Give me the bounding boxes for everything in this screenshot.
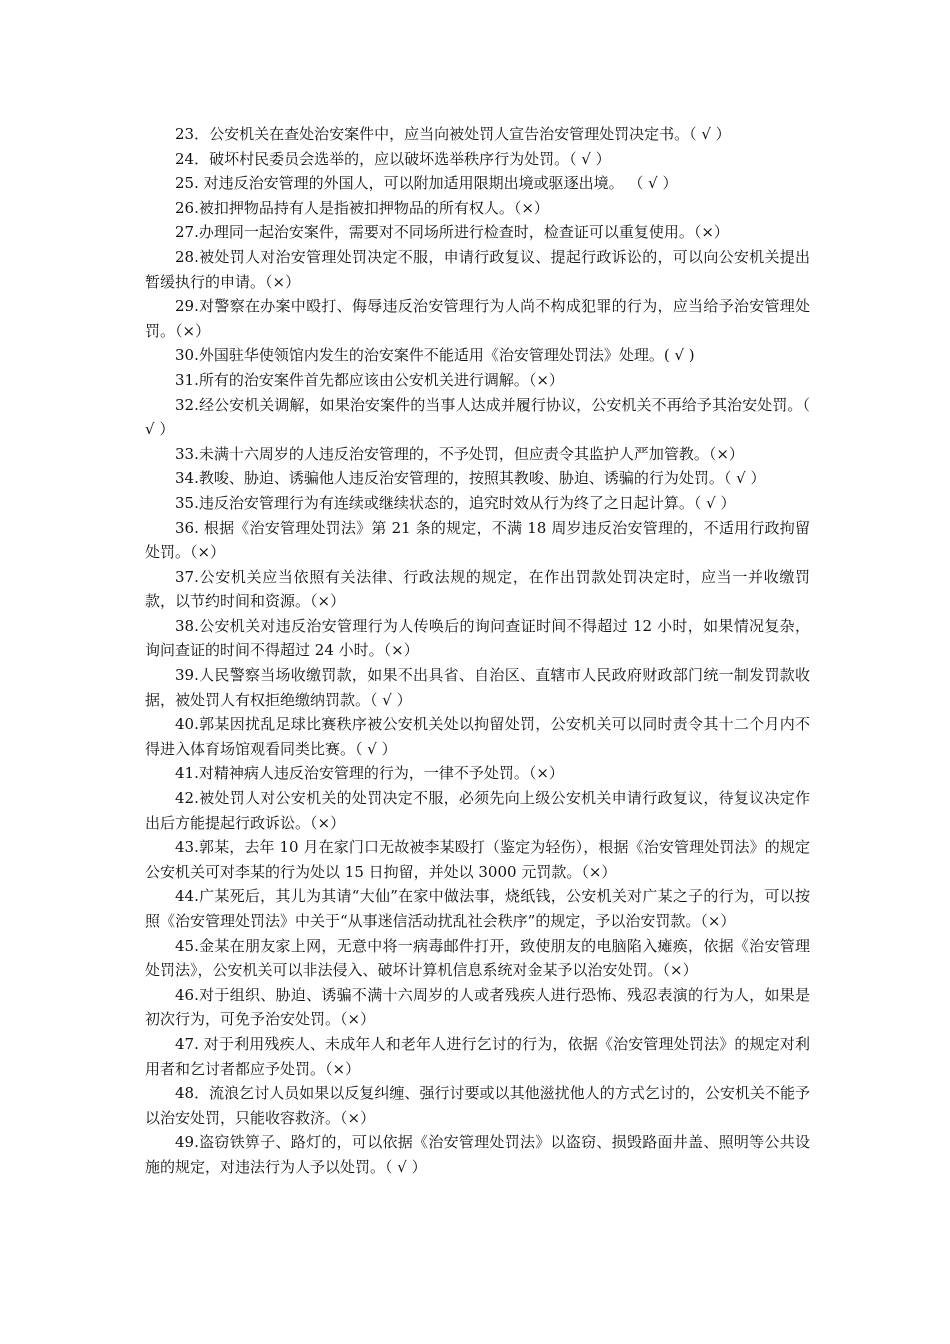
- question-32: 32.经公安机关调解，如果治安案件的当事人达成并履行协议，公安机关不再给予其治安处罚。（ √ ）: [145, 395, 810, 439]
- question-47: 47. 对于利用残疾人、未成年人和老年人进行乞讨的行为，依据《治安管理处罚法》的规定对利用者和乞讨者都应予处罚。（×）: [145, 1034, 810, 1078]
- question-48: 48．流浪乞讨人员如果以反复纠缠、强行讨要或以其他滋扰他人的方式乞讨的，公安机关不能予以治安处罚，只能收容救济。（×）: [145, 1084, 810, 1127]
- question-27: 27.办理同一起治安案件，需要对不同场所进行检查时，检查证可以重复使用。（×）: [175, 223, 729, 242]
- question-44: 44.广某死后，其儿为其请“大仙”在家中做法事，烧纸钱，公安机关对广某之子的行为，可以按照《治安管理处罚法》中关于“从事迷信活动扰乱社会秩序”的规定，予以治安罚款。（×）: [145, 887, 810, 930]
- question-37: 37.公安机关应当依照有关法律、行政法规的规定，在作出罚款处罚决定时，应当一并收缴罚款，以节约时间和资源。（×）: [145, 567, 810, 611]
- document-body: [145, 122, 810, 1180]
- question-42: 42.被处罚人对公安机关的处罚决定不服，必须先向上级公安机关申请行政复议，待复议决定作出后方能提起行政诉讼。（×）: [145, 789, 810, 832]
- question-35: 35.违反治安管理行为有连续或继续状态的，追究时效从行为终了之日起计算。（ √ ）: [175, 493, 736, 512]
- question-28: 28.被处罚人对治安管理处罚决定不服，申请行政复议、提起行政诉讼的，可以向公安机关提出暂缓执行的申请。（×）: [145, 247, 810, 291]
- question-34: 34.教唆、胁迫、诱骗他人违反治安管理的，按照其教唆、胁迫、诱骗的行为处罚。（ √ ）: [175, 469, 766, 488]
- question-30: 30.外国驻华使领馆内发生的治安案件不能适用《治安管理处罚法》处理。( √ ): [175, 346, 695, 365]
- question-46: 46.对于组织、胁迫、诱骗不满十六周岁的人或者残疾人进行恐怖、残忍表演的行为人，如果是初次行为，可免予治安处罚。（×）: [145, 985, 810, 1029]
- question-36: 36. 根据《治安管理处罚法》第 21 条的规定，不满 18 周岁违反治安管理的，不适用行政拘留处罚。（×）: [145, 518, 810, 562]
- question-23: 23．公安机关在查处治安案件中，应当向被处罚人宣告治安管理处罚决定书。（ √ ）: [175, 125, 731, 143]
- question-38: 38.公安机关对违反治安管理行为人传唤后的询问查证时间不得超过 12 小时，如果情况复杂，询问查证的时间不得超过 24 小时。（×）: [145, 616, 810, 660]
- question-24: 24．破坏村民委员会选举的，应以破坏选举秩序行为处罚。（ √ ）: [175, 149, 611, 168]
- question-40: 40.郭某因扰乱足球比赛秩序被公安机关处以拘留处罚，公安机关可以同时责令其十二个月内不得进入体育场馆观看同类比赛。（ √ ）: [145, 715, 810, 758]
- question-45: 45.金某在朋友家上网，无意中将一病毒邮件打开，致使朋友的电脑陷入瘫痪，依据《治安管理处罚法》，公安机关可以非法侵入、破坏计算机信息系统对金某予以治安处罚。（×）: [145, 936, 810, 980]
- question-43: 43.郭某，去年 10 月在家门口无故被李某殴打（鉴定为轻伤），根据《治安管理处罚法》的规定公安机关可对李某的行为处以 15 日拘留，并处以 3000 元罚款。（×）: [145, 838, 810, 881]
- question-41: 41.对精神病人违反治安管理的行为，一律不予处罚。（×）: [175, 764, 564, 783]
- question-49: 49.盗窃铁箅子、路灯的，可以依据《治安管理处罚法》以盗窃、损毁路面井盖、照明等公共设施的规定，对违法行为人予以处罚。（ √ ）: [145, 1133, 810, 1176]
- question-39: 39.人民警察当场收缴罚款，如果不出具省、自治区、直辖市人民政府财政部门统一制发罚款收据，被处罚人有权拒绝缴纳罚款。（ √ ）: [145, 666, 810, 709]
- question-25: 25. 对违反治安管理的外国人，可以附加适用限期出境或驱逐出境。 （ √ ）: [175, 174, 678, 193]
- question-26: 26.被扣押物品持有人是指被扣押物品的所有权人。（×）: [175, 198, 549, 217]
- question-29: 29.对警察在办案中殴打、侮辱违反治安管理行为人尚不构成犯罪的行为，应当给予治安管理处罚。（×）: [145, 297, 810, 340]
- question-33: 33.未满十六周岁的人违反治安管理的，不予处罚，但应责令其监护人严加管教。（×）: [175, 444, 744, 463]
- question-31: 31.所有的治安案件首先都应该由公安机关进行调解。（×）: [175, 370, 564, 389]
